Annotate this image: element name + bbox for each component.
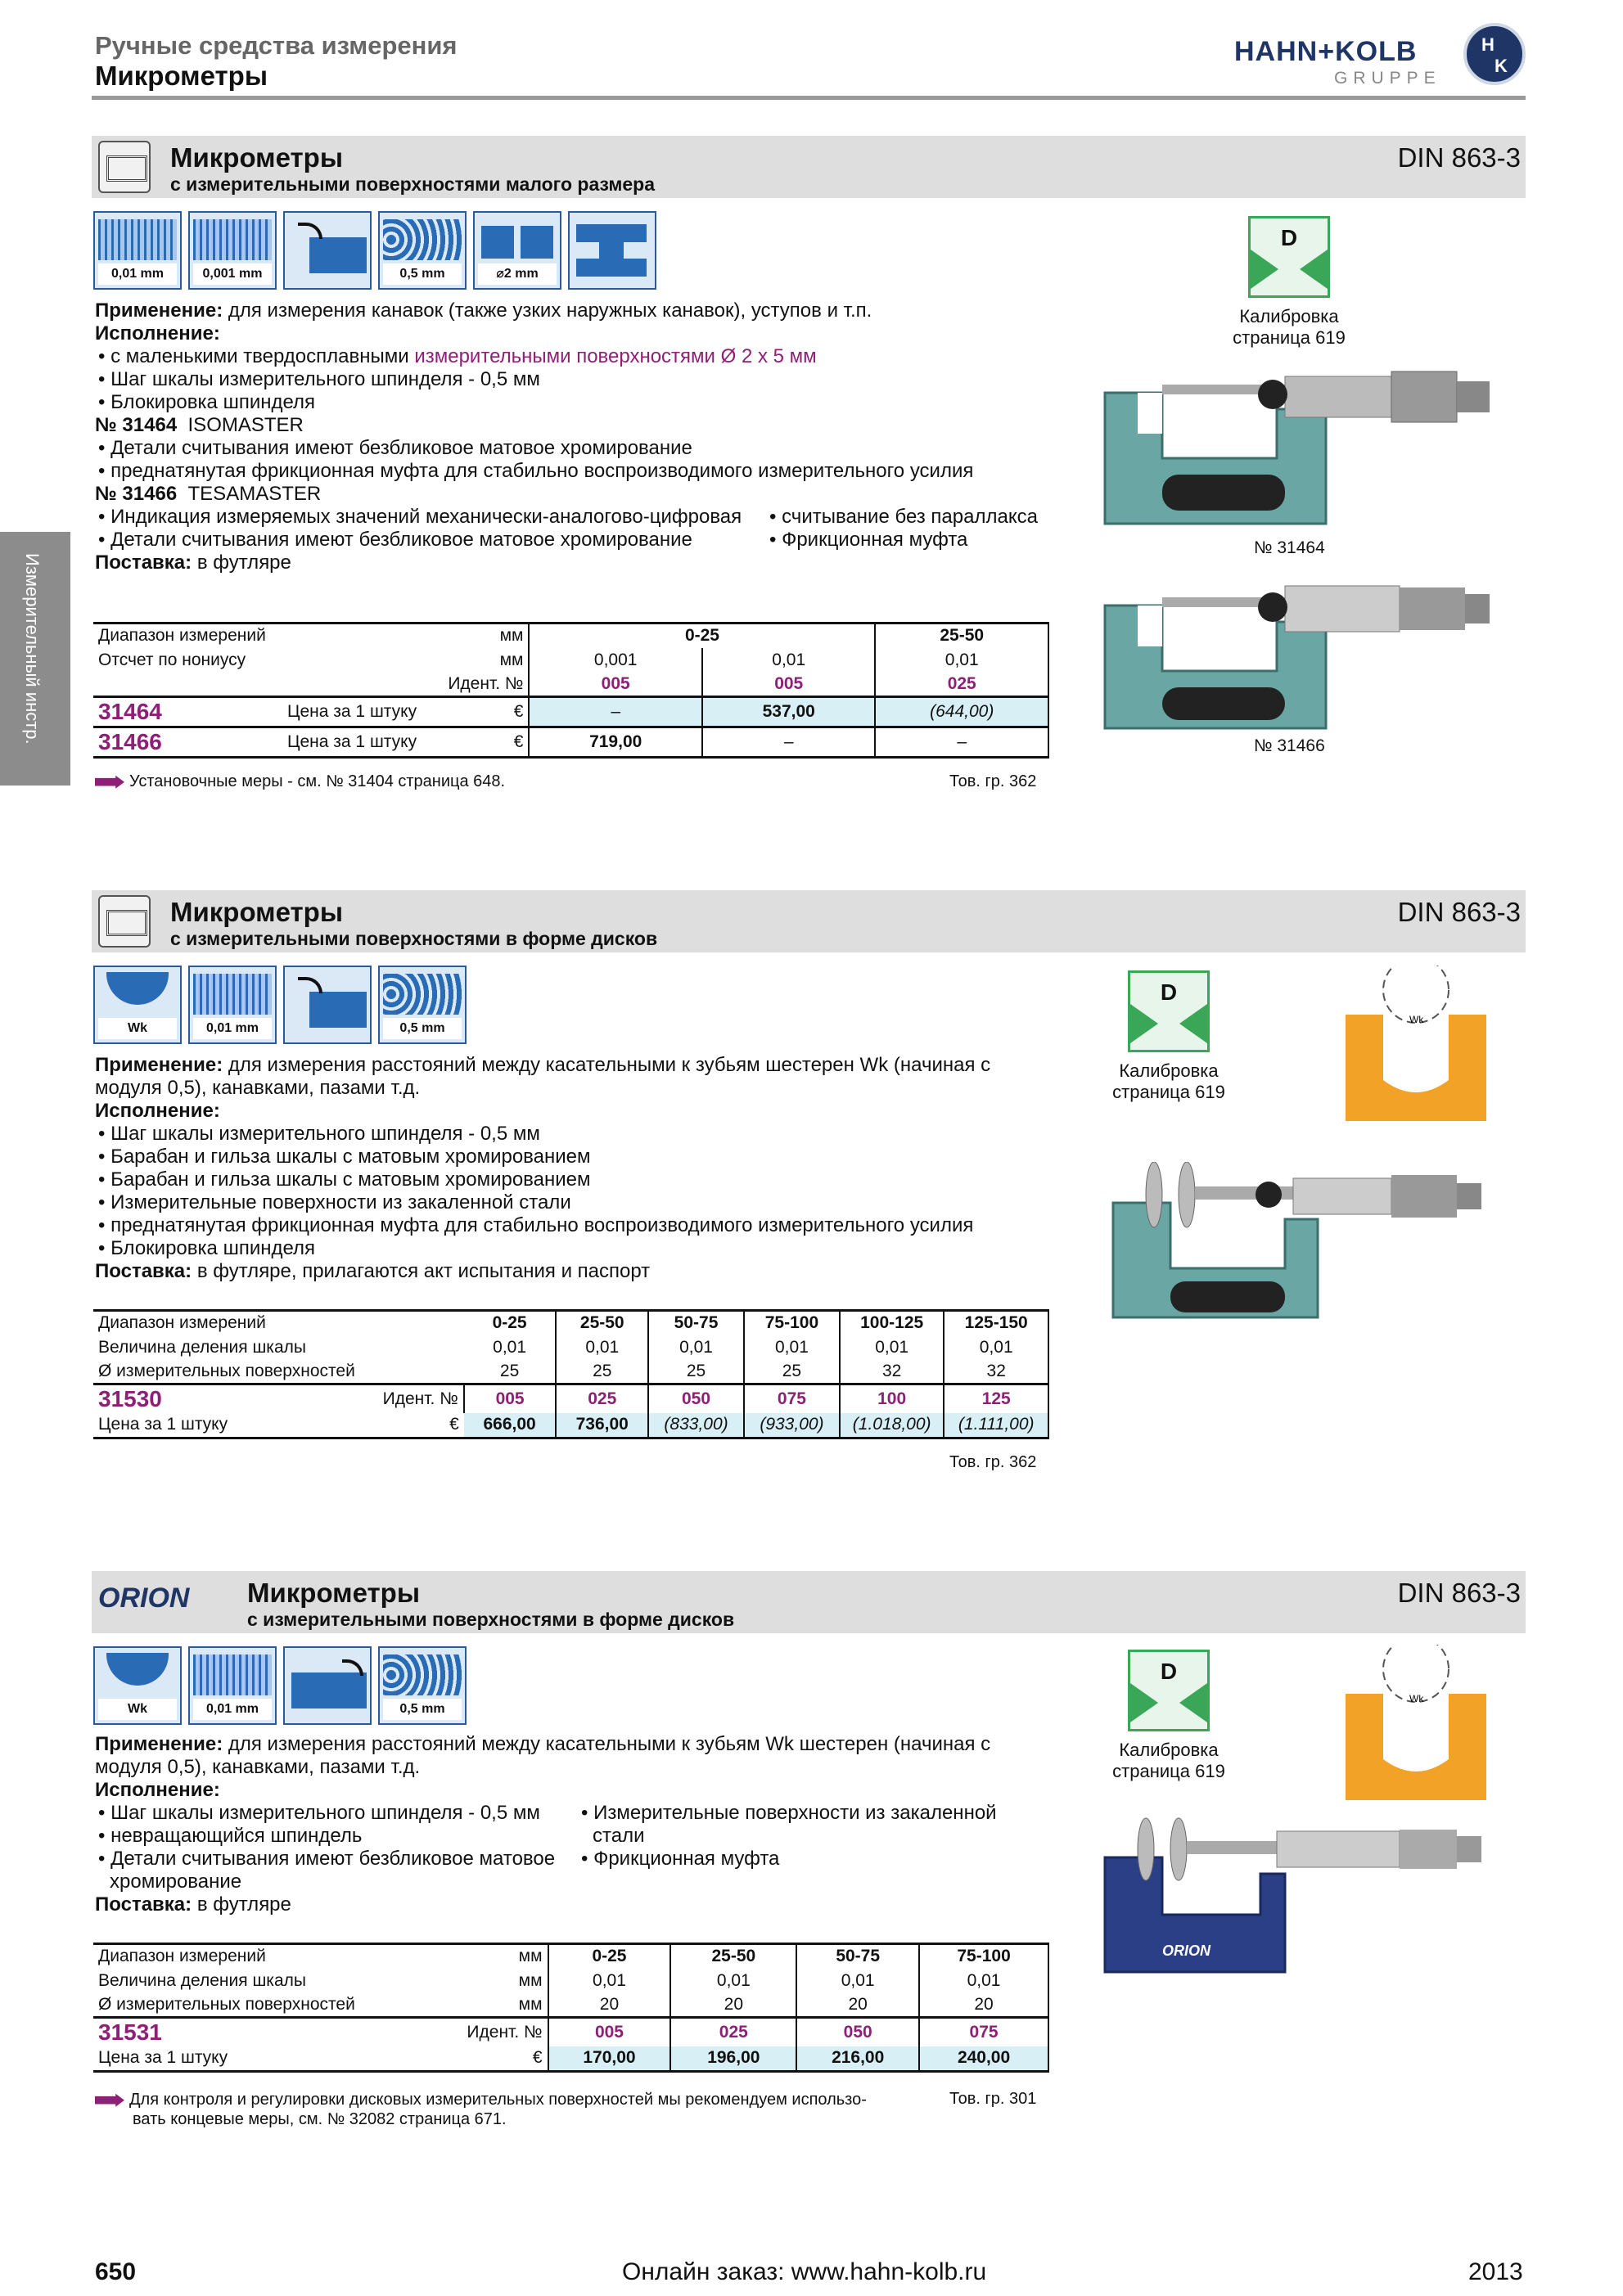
- section1-tov: Тов. гр. 362: [949, 772, 1037, 790]
- orion-logo: ORION: [98, 1582, 190, 1614]
- logo-letter-h: H: [1481, 34, 1495, 55]
- section2-description: Применение: для измерения расстояний между касательными к зубьям шестерен Wk (начиная с модуля 0,5), канавками, пазами т.д. Исполнение: • Шаг шкалы измерительного шпинделя - 0,5 мм • Барабан и гильза шкалы с матовым хромированием • Барабан и гильза шкалы с матовым хромированием • Измерительные поверхности из закаленной стали • преднатянутая фрикционная муфта для стабильно воспроизводимого измерительного усилия • Блокировка шпинделя Поставка: в футляре, прилагаются акт испытания и паспорт: [95, 1054, 1044, 1283]
- micrometer-31466-image: [1089, 573, 1498, 736]
- table-row: Цена за 1 штуку € 666,00 736,00 (833,00) (933,00) (1.018,00) (1.111,00): [93, 1413, 1048, 1438]
- section1-title: Микрометры: [170, 142, 344, 173]
- section2-title: Микрометры: [170, 897, 344, 927]
- tesa-logo-icon: [98, 141, 151, 193]
- t1-range-label: Диапазон измерений: [93, 624, 481, 648]
- section2-header: [92, 890, 1526, 952]
- table-row: Цена за 1 штуку € 170,00 196,00 216,00 240,00: [93, 2046, 1048, 2071]
- micrometer-31464-image: [1089, 360, 1498, 532]
- scale-001-icon: 0,01 mm: [93, 211, 182, 290]
- spindle-lock-icon: [283, 211, 372, 290]
- scale-001-icon: 0,01 mm: [188, 1646, 277, 1725]
- tesa-logo-icon: [98, 895, 151, 948]
- table-row: 31466 Цена за 1 штуку € 719,00 – –: [93, 727, 1048, 758]
- section1-subtitle: с измерительными поверхностями малого размера: [170, 173, 656, 195]
- caption-31466: № 31466: [1254, 736, 1325, 755]
- side-tab-label: Измерительный инстр.: [22, 553, 43, 745]
- micrometer-disc-image: [1105, 1162, 1490, 1326]
- section3-header: [92, 1571, 1526, 1633]
- section3-tov: Тов. гр. 301: [949, 2090, 1037, 2108]
- face-diameter-icon: ⌀2 mm: [473, 211, 561, 290]
- section2-din: DIN 863-3: [1397, 897, 1521, 927]
- section3-description: Применение: для измерения расстояний между касательными к зубьям Wk шестерен (начиная с модуля 0,5), канавками, пазами т.д. Исполнение: • Шаг шкалы измерительного шпинделя - 0,5 мм • невращающийся шпиндель • Детали считывания имеют безбликовое матовое хромирование • Измерительные поверхности из закаленной стали • Фрикционная муфта Поставка: в футляре: [95, 1733, 1044, 1916]
- section3-note: Для контроля и регулировки дисковых измерительных поверхностей мы рекомендуем использо- вать концевые меры, см. № 32082 страница 671.: [95, 2090, 938, 2129]
- gear-wk-icon: Wk: [93, 966, 182, 1044]
- wk-label: Wk: [1409, 1014, 1424, 1025]
- section2-tov: Тов. гр. 362: [949, 1453, 1037, 1471]
- header-category: Ручные средства измерения: [95, 31, 458, 60]
- section1-calibration-ref[interactable]: Калибровка страница 619: [1233, 306, 1346, 348]
- non-rotating-spindle-icon: [283, 1646, 372, 1725]
- online-order-link[interactable]: Онлайн заказ: www.hahn-kolb.ru: [622, 2258, 987, 2285]
- gear-wk-icon: Wk: [93, 1646, 182, 1725]
- scale-0001-icon: 0,001 mm: [188, 211, 277, 290]
- micrometer-orion-image: [1097, 1817, 1490, 1980]
- section1-note: Установочные меры - см. № 31404 страница 648.: [95, 772, 505, 791]
- thread-pitch-icon: 0,5 mm: [378, 966, 467, 1044]
- section3-table: Диапазон измерений мм 0-25 25-50 50-75 75-100 Величина деления шкалы мм 0,01 0,01 0,01 0,01 Ø измерительных поверхностей мм 20 20 20 20 31531 Идент. № 005 025 050 075 Цена за 1 штуку € 170,00 196,00 216,00 240,00: [93, 1943, 1049, 2073]
- section1-description: Применение: для измерения канавок (также узких наружных канавок), уступов и т.п. Исполнение: • с маленькими твердосплавными измерительными поверхностями Ø 2 x 5 мм • Шаг шкалы измерительного шпинделя - 0,5 мм • Блокировка шпинделя № 31464 ISOMASTER • Детали считывания имеют безбликовое матовое хромирование • преднатянутая фрикционная муфта для стабильно воспроизводимого измерительного усилия № 31466 TESAMASTER • Индикация измеряемых значений механически-аналогово-цифровая • считывание без параллакса • Детали считывания имеют безбликовое матовое хромирование • Фрикционная муфта Поставка: в футляре: [95, 299, 1077, 574]
- calibration-d-icon: D: [1128, 1650, 1210, 1731]
- section2-feature-icons: [93, 966, 467, 1044]
- caption-31464: № 31464: [1254, 538, 1325, 557]
- brand-logo-icon: [1463, 23, 1526, 85]
- section1-feature-icons: [93, 211, 656, 290]
- header-divider: [92, 96, 1526, 100]
- section3-feature-icons: [93, 1646, 467, 1725]
- calibration-d-icon: D: [1128, 970, 1210, 1052]
- brand-logo-text: HAHN+KOLB: [1234, 36, 1418, 67]
- arrow-right-icon: [95, 2094, 124, 2107]
- header-title: Микрометры: [95, 61, 268, 91]
- gear-measurement-diagram: [1342, 1645, 1490, 1808]
- wk-label: Wk: [1409, 1693, 1424, 1704]
- section1-header: [92, 136, 1526, 198]
- page-number: 650: [95, 2258, 137, 2285]
- brand-logo-subtext: GRUPPE: [1334, 69, 1441, 88]
- section3-title: Микрометры: [247, 1578, 421, 1608]
- section3-din: DIN 863-3: [1397, 1578, 1521, 1608]
- groove-measure-icon: [568, 211, 656, 290]
- section1-din: DIN 863-3: [1397, 142, 1521, 173]
- arrow-right-icon: [95, 776, 124, 789]
- section3-calibration-ref[interactable]: Калибровка страница 619: [1112, 1740, 1225, 1781]
- section1-table: Диапазон измерений мм 0-25 25-50 Отсчет по нониусу мм 0,001 0,01 0,01 Идент. № 005 005 025 31464 Цена за 1 штуку € – 537,00 (644,00) 31466 Цена за 1 штуку € 719,00 – –: [93, 622, 1049, 759]
- gear-measurement-diagram: [1342, 966, 1490, 1129]
- section2-table: Диапазон измерений 0-25 25-50 50-75 75-100 100-125 125-150 Величина деления шкалы 0,01 0,01 0,01 0,01 0,01 0,01 Ø измерительных поверхностей 25 25 25 25 32 32 31530 Идент. № 005 025 050 075 100 125 Цена за 1 штуку € 666,00 736,00 (833,00) (933,00) (1.018,00) (1.111,00): [93, 1309, 1049, 1439]
- section3-subtitle: с измерительными поверхностями в форме дисков: [247, 1609, 735, 1630]
- section2-calibration-ref[interactable]: Калибровка страница 619: [1112, 1060, 1225, 1102]
- side-tab[interactable]: [0, 532, 70, 786]
- logo-letter-k: K: [1495, 56, 1508, 76]
- section2-subtitle: с измерительными поверхностями в форме дисков: [170, 928, 658, 949]
- scale-001-icon: 0,01 mm: [188, 966, 277, 1044]
- spindle-lock-icon: [283, 966, 372, 1044]
- catalog-year: 2013: [1468, 2258, 1523, 2285]
- orion-micrometer-label: ORION: [1162, 1943, 1211, 1959]
- table-row: 31464 Цена за 1 штуку € – 537,00 (644,00): [93, 697, 1048, 727]
- calibration-d-icon: D: [1248, 216, 1330, 298]
- thread-pitch-icon: 0,5 mm: [378, 1646, 467, 1725]
- thread-pitch-icon: 0,5 mm: [378, 211, 467, 290]
